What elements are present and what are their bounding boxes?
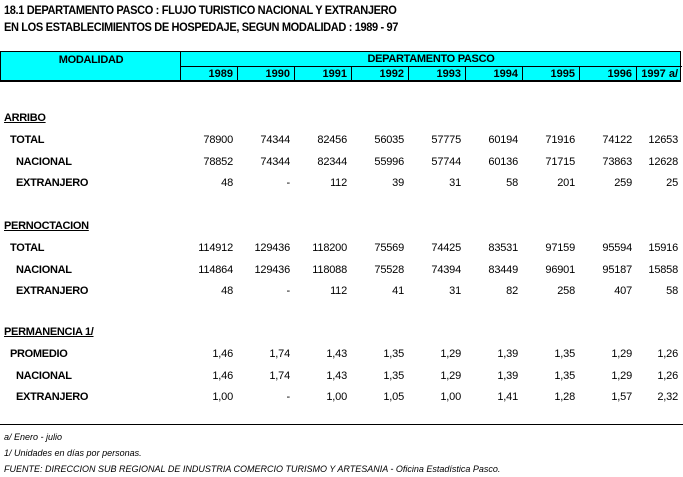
header-modalidad: MODALIDAD bbox=[58, 54, 124, 66]
cell-value: 1,35 bbox=[554, 369, 575, 382]
table-row bbox=[0, 390, 683, 404]
table-row bbox=[0, 133, 683, 147]
table-row bbox=[0, 176, 683, 190]
row-label: EXTRANJERO bbox=[16, 391, 89, 403]
cell-value: 1,29 bbox=[611, 348, 632, 360]
cell-value: 1,35 bbox=[383, 369, 404, 382]
cell-value: 71715 bbox=[545, 155, 575, 168]
cell-value: 95187 bbox=[602, 263, 632, 276]
cell-value: 201 bbox=[557, 177, 575, 189]
cell-value: 12653 bbox=[648, 134, 678, 146]
cell-value: 48 bbox=[221, 177, 233, 189]
cell-value: 15916 bbox=[648, 242, 678, 254]
header-departamento: DEPARTAMENTO PASCO bbox=[367, 53, 495, 65]
cell-value: 118200 bbox=[312, 242, 347, 254]
source-note: FUENTE: DIRECCION SUB REGIONAL DE INDUSTRIA COMERCIO TURISMO Y ARTESANIA - Oficina Estadística Pasco. bbox=[4, 464, 501, 474]
cell-value: 1,28 bbox=[554, 391, 575, 403]
cell-value: 1,00 bbox=[326, 391, 347, 403]
cell-value: 78900 bbox=[203, 134, 233, 146]
cell-value: 74344 bbox=[260, 155, 290, 168]
cell-value: 1,00 bbox=[212, 391, 233, 403]
cell-value: 71916 bbox=[545, 134, 575, 146]
cell-value: 1,57 bbox=[611, 391, 632, 403]
cell-value: 112 bbox=[330, 177, 347, 189]
year-header: 1993 bbox=[408, 67, 465, 81]
cell-value: 74122 bbox=[602, 134, 632, 146]
cell-value: 1,74 bbox=[269, 369, 290, 382]
cell-value: 60194 bbox=[488, 134, 518, 146]
footnote-a: a/ Enero - julio bbox=[4, 432, 63, 442]
footnote-1: 1/ Unidades en días por personas. bbox=[4, 448, 142, 458]
row-label: NACIONAL bbox=[16, 155, 72, 168]
table-row bbox=[0, 155, 683, 169]
table-header bbox=[0, 51, 681, 82]
cell-value: 60136 bbox=[488, 155, 518, 168]
section-heading: ARRIBO bbox=[4, 112, 46, 124]
table-subtitle: EN LOS ESTABLECIMIENTOS DE HOSPEDAJE, SEGUN MODALIDAD : 1989 - 97 bbox=[4, 20, 399, 34]
row-label: TOTAL bbox=[10, 134, 45, 146]
cell-value: 31 bbox=[449, 285, 461, 297]
cell-value: 97159 bbox=[545, 242, 575, 254]
year-header: 1996 bbox=[579, 67, 636, 81]
row-label: PROMEDIO bbox=[10, 348, 68, 360]
cell-value: 1,29 bbox=[611, 369, 632, 382]
cell-value: 58 bbox=[506, 177, 518, 189]
cell-value: 1,35 bbox=[554, 348, 575, 360]
cell-value: 57775 bbox=[431, 134, 461, 146]
cell-value: 1,39 bbox=[497, 369, 518, 382]
cell-value: 1,26 bbox=[657, 369, 678, 382]
cell-value: 95594 bbox=[602, 242, 632, 254]
cell-value: 12628 bbox=[648, 155, 678, 168]
table-row bbox=[0, 241, 683, 255]
row-label: NACIONAL bbox=[16, 369, 72, 382]
cell-value: 82 bbox=[506, 285, 518, 297]
row-label: NACIONAL bbox=[16, 263, 72, 276]
cell-value: 114864 bbox=[198, 263, 233, 276]
cell-value: 114912 bbox=[198, 242, 233, 254]
cell-value: 1,29 bbox=[440, 348, 461, 360]
cell-value: 58 bbox=[666, 285, 678, 297]
row-label: EXTRANJERO bbox=[16, 177, 89, 189]
cell-value: 78852 bbox=[203, 155, 233, 168]
year-header: 1997 a/ bbox=[636, 67, 682, 81]
row-label: TOTAL bbox=[10, 242, 45, 254]
cell-value: 118088 bbox=[312, 263, 347, 276]
table-row bbox=[0, 369, 683, 383]
cell-value: 1,05 bbox=[383, 391, 404, 403]
section-heading: PERMANENCIA 1/ bbox=[4, 326, 94, 338]
cell-value: 129436 bbox=[254, 263, 290, 276]
footer-divider bbox=[0, 424, 683, 425]
row-label: EXTRANJERO bbox=[16, 285, 89, 297]
cell-value: 1,46 bbox=[212, 369, 233, 382]
cell-value: 48 bbox=[221, 285, 233, 297]
cell-value: 74344 bbox=[260, 134, 290, 146]
cell-value: 55996 bbox=[374, 155, 404, 168]
table-row bbox=[0, 347, 683, 361]
cell-value: 25 bbox=[666, 177, 678, 189]
cell-value: 83449 bbox=[488, 263, 518, 276]
table-title: 18.1 DEPARTAMENTO PASCO : FLUJO TURISTICO NACIONAL Y EXTRANJERO bbox=[4, 3, 397, 17]
cell-value: 73863 bbox=[602, 155, 632, 168]
table-row bbox=[0, 263, 683, 277]
cell-value: 74394 bbox=[431, 263, 461, 276]
cell-value: 1,74 bbox=[269, 348, 290, 360]
cell-value: 82344 bbox=[317, 155, 347, 168]
cell-value: 1,41 bbox=[497, 391, 518, 403]
year-header: 1991 bbox=[294, 67, 351, 81]
cell-value: 1,46 bbox=[212, 348, 233, 360]
cell-value: 39 bbox=[392, 177, 404, 189]
cell-value: 83531 bbox=[488, 242, 518, 254]
cell-value: 259 bbox=[614, 177, 632, 189]
cell-value: 1,43 bbox=[326, 348, 347, 360]
cell-value: 2,32 bbox=[657, 391, 678, 403]
cell-value: 112 bbox=[330, 285, 347, 297]
cell-value: 129436 bbox=[254, 242, 290, 254]
cell-value: 56035 bbox=[374, 134, 404, 146]
cell-value: 74425 bbox=[431, 242, 461, 254]
cell-value: 75528 bbox=[374, 263, 404, 276]
cell-value: 1,29 bbox=[440, 369, 461, 382]
cell-value: - bbox=[286, 177, 290, 189]
cell-value: 1,00 bbox=[440, 391, 461, 403]
cell-value: - bbox=[286, 391, 290, 403]
cell-value: 15858 bbox=[648, 263, 678, 276]
cell-value: 41 bbox=[392, 285, 404, 297]
cell-value: 75569 bbox=[374, 242, 404, 254]
cell-value: 1,26 bbox=[657, 348, 678, 360]
year-header: 1989 bbox=[208, 68, 233, 80]
table-row bbox=[0, 284, 683, 298]
cell-value: 258 bbox=[557, 285, 575, 297]
section-heading: PERNOCTACION bbox=[4, 220, 89, 232]
cell-value: 57744 bbox=[431, 155, 461, 168]
cell-value: 1,35 bbox=[383, 348, 404, 360]
year-header: 1995 bbox=[522, 67, 579, 81]
cell-value: 96901 bbox=[545, 263, 575, 276]
cell-value: 82456 bbox=[317, 134, 347, 146]
year-header: 1992 bbox=[351, 67, 408, 81]
cell-value: 407 bbox=[614, 285, 632, 297]
year-header: 1990 bbox=[237, 67, 294, 81]
cell-value: 1,43 bbox=[326, 369, 347, 382]
cell-value: - bbox=[286, 285, 290, 297]
cell-value: 31 bbox=[449, 177, 461, 189]
year-header: 1994 bbox=[465, 67, 522, 81]
cell-value: 1,39 bbox=[497, 348, 518, 360]
